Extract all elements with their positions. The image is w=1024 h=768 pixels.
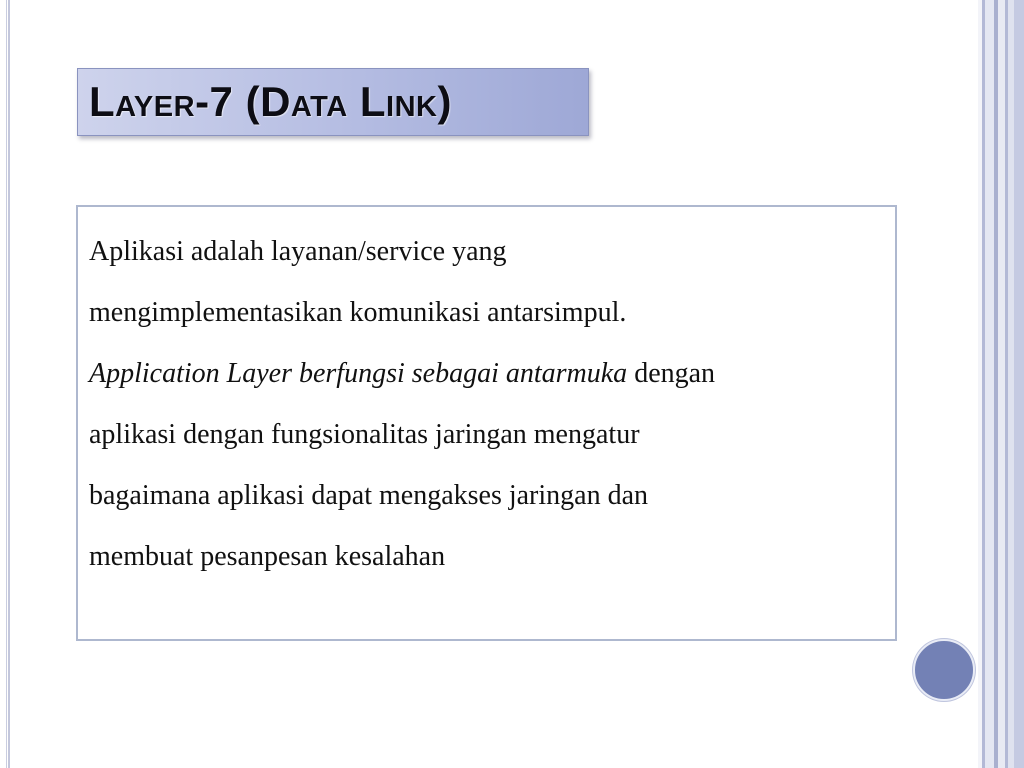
content-line-4: aplikasi dengan fungsionalitas jaringan mengatur <box>89 419 640 450</box>
content-line-5: bagaimana aplikasi dapat mengakses jaringan dan <box>89 480 649 511</box>
content-line-1: Aplikasi adalah layanan/service yang <box>89 236 507 267</box>
left-border-rule <box>0 0 7 768</box>
circle-ornament <box>913 639 975 701</box>
left-border-line <box>8 0 10 768</box>
content-box <box>76 205 897 641</box>
content-paragraph <box>89 221 879 587</box>
slide-title: Layer-7 (Data Link) <box>89 78 452 125</box>
content-line-6: membuat pesanpesan kesalahan <box>89 541 446 572</box>
content-line-2: mengimplementasikan komunikasi antarsimpul. <box>89 297 627 328</box>
content-line-3 <box>89 343 879 404</box>
title-box <box>77 68 589 136</box>
content-line-3-rest: dengan <box>627 358 716 389</box>
right-decorative-band <box>978 0 1024 768</box>
content-italic-phrase: Application Layer berfungsi sebagai antarmuka <box>89 358 628 389</box>
